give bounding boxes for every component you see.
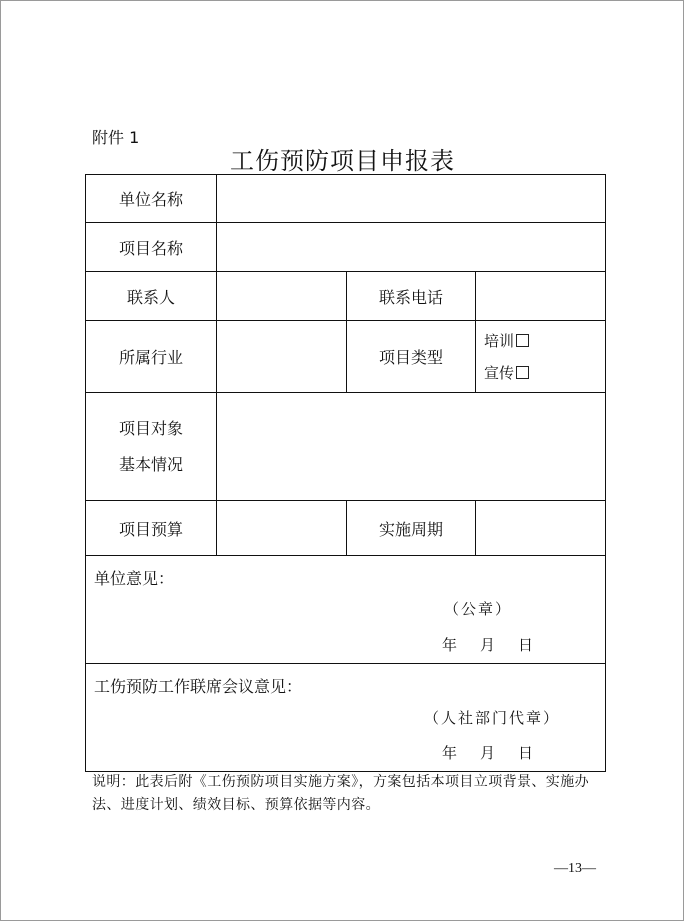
committee-stamp-text: （人社部门代章） bbox=[424, 709, 561, 727]
budget-label: 项目预算 bbox=[86, 501, 217, 556]
industry-field[interactable] bbox=[217, 321, 347, 393]
document-title: 工伤预防项目申报表 bbox=[230, 147, 455, 175]
contact-field[interactable] bbox=[217, 272, 347, 321]
project-target-label-line1: 项目对象 bbox=[118, 418, 183, 438]
unit-date-line bbox=[442, 634, 533, 655]
unit-date-day: 日 bbox=[518, 636, 534, 654]
committee-date-line bbox=[442, 742, 533, 763]
industry-type-row bbox=[86, 321, 606, 393]
explanatory-note: 说明：此表后附《工伤预防项目实施方案》，方案包括本项目立项背景、实施办法、进度计划、绩效目标、预算依据等内容。 bbox=[92, 774, 589, 813]
unit-opinion-cell[interactable] bbox=[86, 556, 606, 664]
committee-date-day: 日 bbox=[518, 744, 534, 762]
unit-stamp-text: （公章） bbox=[444, 600, 513, 618]
period-field[interactable] bbox=[476, 501, 606, 556]
type-option-publicity[interactable] bbox=[484, 357, 605, 389]
project-target-label-line2: 基本情况 bbox=[118, 454, 183, 474]
checkbox-icon[interactable] bbox=[516, 334, 529, 347]
contact-phone-label: 联系电话 bbox=[347, 272, 476, 321]
type-option-publicity-label: 宣传 bbox=[484, 363, 515, 382]
project-target-row bbox=[86, 393, 606, 501]
unit-opinion-label: 单位意见： bbox=[94, 569, 175, 588]
contact-label: 联系人 bbox=[86, 272, 217, 321]
type-option-training-label: 培训 bbox=[484, 331, 515, 350]
unit-date-month: 月 bbox=[480, 636, 496, 654]
period-label: 实施周期 bbox=[347, 501, 476, 556]
attachment-label: 附件 1 bbox=[92, 128, 140, 147]
unit-date-year: 年 bbox=[442, 636, 458, 654]
project-type-label: 项目类型 bbox=[347, 321, 476, 393]
budget-field[interactable] bbox=[217, 501, 347, 556]
industry-label: 所属行业 bbox=[86, 321, 217, 393]
project-target-field[interactable] bbox=[217, 393, 606, 501]
committee-opinion-row bbox=[86, 664, 606, 772]
project-target-label bbox=[86, 393, 217, 501]
application-form-table bbox=[85, 174, 606, 772]
unit-name-label: 单位名称 bbox=[86, 175, 217, 223]
contact-row bbox=[86, 272, 606, 321]
committee-date-year: 年 bbox=[442, 744, 458, 762]
type-option-training[interactable] bbox=[484, 325, 605, 357]
committee-opinion-label: 工伤预防工作联席会议意见： bbox=[94, 677, 303, 696]
page-number: —13— bbox=[554, 861, 596, 876]
project-type-options bbox=[476, 321, 606, 393]
unit-name-field[interactable] bbox=[217, 175, 606, 223]
unit-name-row bbox=[86, 175, 606, 223]
project-name-label: 项目名称 bbox=[86, 223, 217, 272]
project-name-row bbox=[86, 223, 606, 272]
project-name-field[interactable] bbox=[217, 223, 606, 272]
contact-phone-field[interactable] bbox=[476, 272, 606, 321]
budget-period-row bbox=[86, 501, 606, 556]
unit-opinion-row bbox=[86, 556, 606, 664]
committee-date-month: 月 bbox=[480, 744, 496, 762]
checkbox-icon[interactable] bbox=[516, 366, 529, 379]
committee-opinion-cell[interactable] bbox=[86, 664, 606, 772]
